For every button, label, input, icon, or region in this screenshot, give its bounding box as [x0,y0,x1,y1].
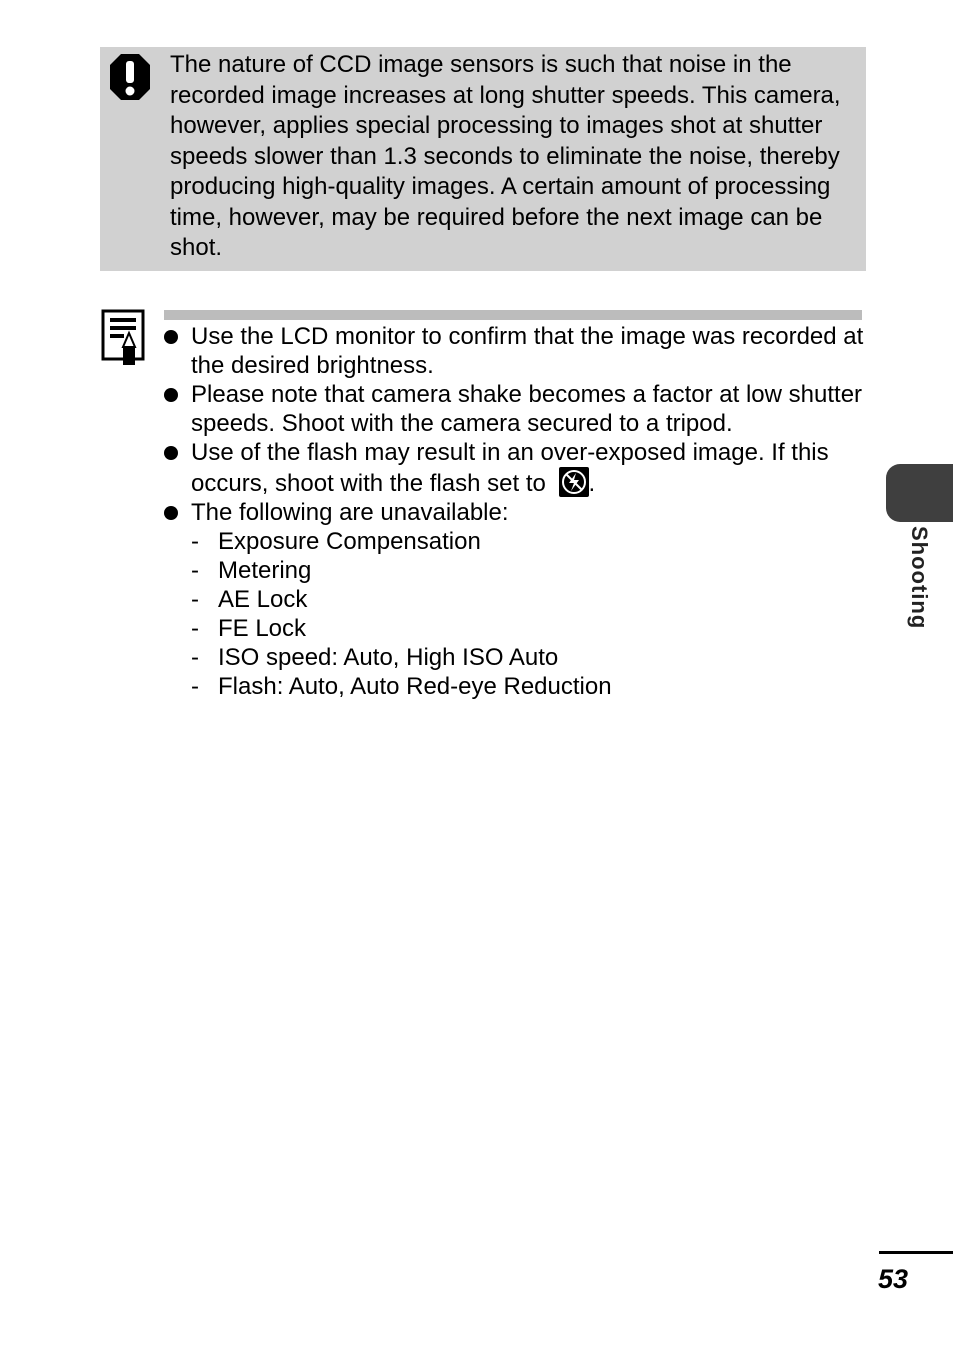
note-text: The following are unavailable: [191,499,509,526]
sub-list-item [164,643,864,672]
page-number-rule [879,1251,953,1254]
sub-list-item [164,585,864,614]
page-number: 53 [878,1264,909,1294]
caution-box [100,47,866,271]
list-item [164,380,864,438]
section-tab [886,464,953,522]
dash: - [191,528,199,555]
sub-item-text: Flash: Auto, Auto Red-eye Reduction [218,673,612,700]
section-tab-label: Shooting [907,526,932,630]
notes-header-rule [164,310,862,320]
sub-item-text: AE Lock [218,586,308,613]
sub-item-text: Exposure Compensation [218,528,481,555]
list-item [164,438,864,498]
bullet [164,388,178,402]
bullet [164,330,178,344]
dash: - [191,644,199,671]
sub-list-item [164,614,864,643]
note-text: Use of the flash may result in an over-exposed image. If this occurs, shoot with the flash set to [191,439,829,497]
caution-exclamation-icon [108,52,152,102]
bullet [164,506,178,520]
sub-list-item [164,672,864,701]
dash: - [191,557,199,584]
sub-item-text: FE Lock [218,615,307,642]
note-text: Please note that camera shake becomes a factor at low shutter speeds. Shoot with the camera secured to a tripod. [191,381,863,437]
note-suffix: . [588,470,596,497]
list-item [164,322,864,380]
caution-text: The nature of CCD image sensors is such that noise in the recorded image increases at long shutter speeds. This camera, however, applies special processing to images shot at shutter speeds slower than 1.3 seconds to eliminate the noise, thereby producing high-quality images. A certain amount of processing time, however, may be required before the next image can be shot. [170,51,841,261]
dash: - [191,673,199,700]
sub-list-item [164,527,864,556]
notes-list [164,322,864,701]
dash: - [191,586,199,613]
note-text: Use the LCD monitor to confirm that the image was recorded at the desired brightness. [191,323,864,379]
sub-item-text: Metering [218,557,312,584]
list-item [164,498,864,527]
sub-item-text: ISO speed: Auto, High ISO Auto [218,644,559,671]
bullet [164,446,178,460]
memo-note-icon [101,309,147,367]
sub-list-item [164,556,864,585]
dash: - [191,615,199,642]
flash-off-icon [559,467,589,497]
